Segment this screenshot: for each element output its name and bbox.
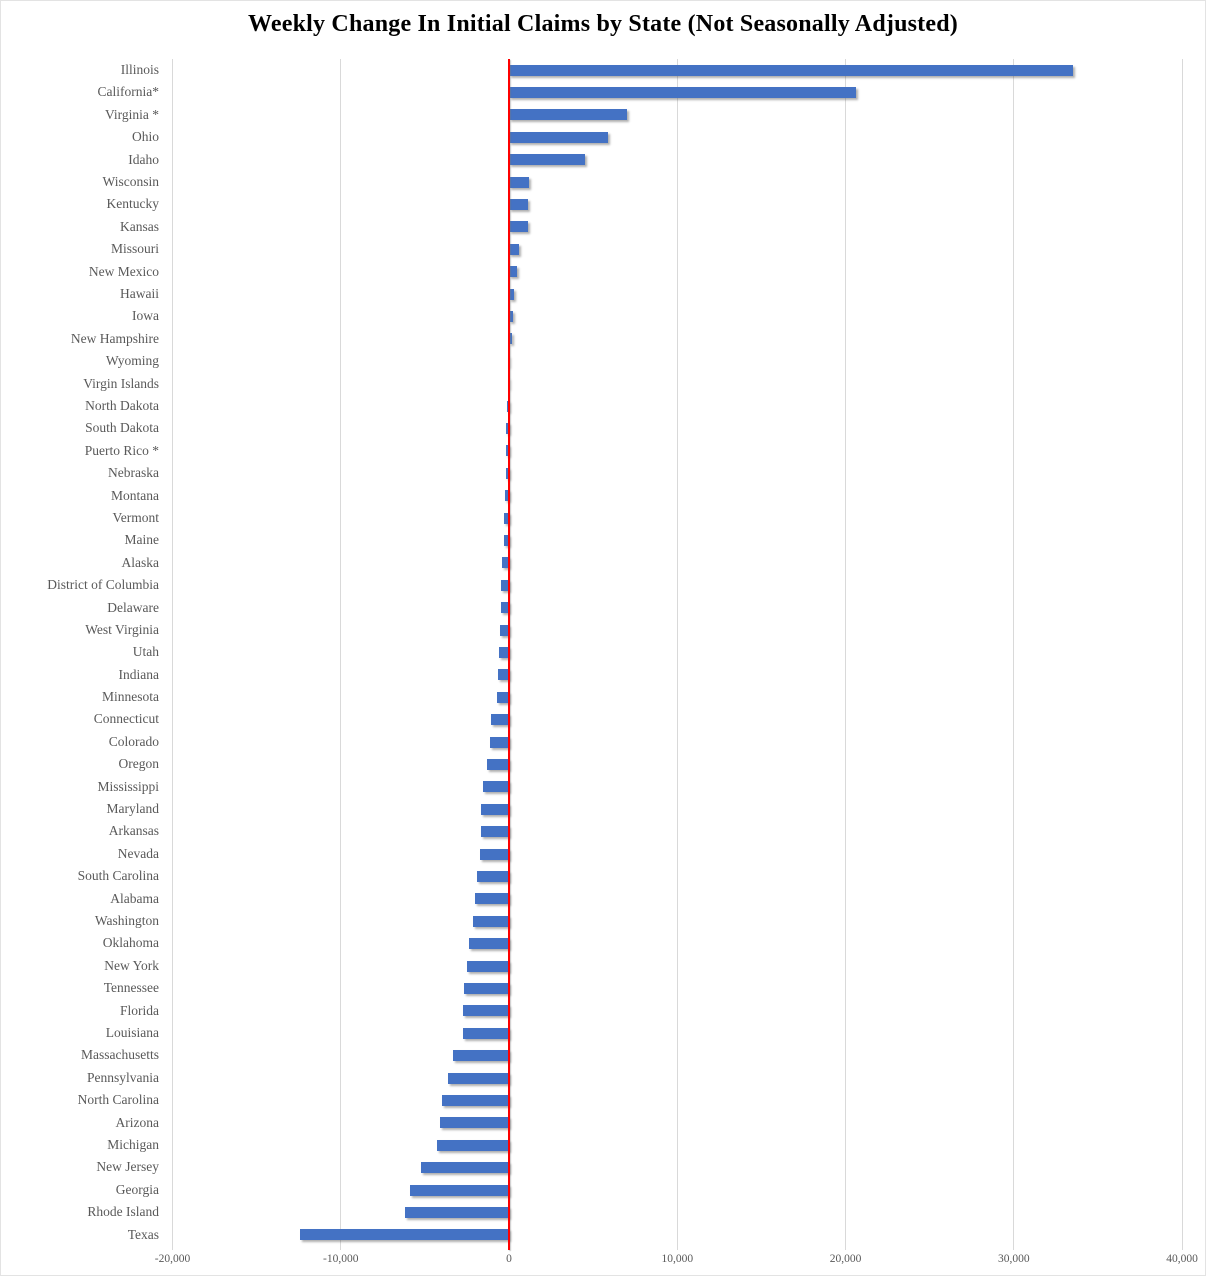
category-label-new-york: New York <box>104 957 159 973</box>
category-label-washington: Washington <box>94 913 159 929</box>
category-label-colorado: Colorado <box>108 733 159 749</box>
category-label-rhode-island: Rhode Island <box>87 1204 159 1220</box>
category-label-iowa: Iowa <box>132 308 159 324</box>
bar-kentucky <box>509 199 528 210</box>
bar-illinois <box>509 65 1073 76</box>
x-tick-label-10000: 10,000 <box>661 1253 694 1265</box>
category-label-massachusetts: Massachusetts <box>81 1047 159 1063</box>
category-label-pennsylvania: Pennsylvania <box>87 1069 159 1085</box>
category-label-minnesota: Minnesota <box>102 689 159 705</box>
bar-arizona <box>440 1117 509 1128</box>
bar-virginia <box>509 109 627 120</box>
bar-florida <box>463 1005 509 1016</box>
category-label-louisiana: Louisiana <box>105 1025 159 1041</box>
category-label-virginia: Virginia * <box>104 106 159 122</box>
category-label-north-carolina: North Carolina <box>77 1092 159 1108</box>
bar-louisiana <box>463 1028 509 1039</box>
x-tick-label-30000: 30,000 <box>997 1253 1030 1265</box>
gridline-20000 <box>845 59 846 1250</box>
gridline-10000 <box>677 59 678 1250</box>
x-tick-label--20000: -20,000 <box>154 1253 191 1265</box>
category-label-tennessee: Tennessee <box>103 980 159 996</box>
chart-title: Weekly Change In Initial Claims by State (Not Seasonally Adjusted) <box>248 11 958 37</box>
bar-massachusetts <box>453 1050 509 1061</box>
category-label-maine: Maine <box>124 532 159 548</box>
category-label-vermont: Vermont <box>112 509 159 525</box>
bar-new-jersey <box>421 1162 509 1173</box>
category-label-alabama: Alabama <box>110 890 159 906</box>
bar-mississippi <box>483 781 509 792</box>
category-label-arkansas: Arkansas <box>108 823 159 839</box>
category-label-virgin-islands: Virgin Islands <box>83 375 159 391</box>
category-label-indiana: Indiana <box>118 666 159 682</box>
bar-oklahoma <box>469 938 509 949</box>
category-label-missouri: Missouri <box>110 241 159 257</box>
bar-oregon <box>487 759 509 770</box>
category-label-new-jersey: New Jersey <box>96 1159 159 1175</box>
bar-wisconsin <box>509 177 529 188</box>
category-label-new-hampshire: New Hampshire <box>70 330 159 346</box>
gridline-40000 <box>1182 59 1183 1250</box>
category-label-ohio: Ohio <box>132 129 159 145</box>
category-label-delaware: Delaware <box>107 599 159 615</box>
category-label-arizona: Arizona <box>115 1114 159 1130</box>
bar-connecticut <box>491 714 509 725</box>
gridline--20000 <box>172 59 173 1250</box>
bar-maryland <box>481 804 509 815</box>
category-label-nevada: Nevada <box>117 845 159 861</box>
bar-ohio <box>509 132 608 143</box>
bar-texas <box>300 1229 509 1240</box>
category-label-florida: Florida <box>120 1002 159 1018</box>
category-label-kentucky: Kentucky <box>106 196 159 212</box>
x-tick-label--10000: -10,000 <box>323 1253 359 1265</box>
category-label-utah: Utah <box>132 644 159 660</box>
bar-kansas <box>509 221 528 232</box>
category-label-connecticut: Connecticut <box>93 711 159 727</box>
bar-georgia <box>410 1185 509 1196</box>
bar-washington <box>473 916 509 927</box>
zero-baseline <box>508 59 510 1250</box>
category-label-maryland: Maryland <box>106 801 159 817</box>
gridline--10000 <box>340 59 341 1250</box>
bar-pennsylvania <box>448 1073 509 1084</box>
x-tick-label-0: 0 <box>506 1253 512 1265</box>
category-label-north-dakota: North Dakota <box>85 397 159 413</box>
bar-arkansas <box>481 826 509 837</box>
bar-rhode-island <box>405 1207 509 1218</box>
category-label-california: California* <box>97 84 159 100</box>
category-label-district-of-columbia: District of Columbia <box>47 577 159 593</box>
x-tick-label-40000: 40,000 <box>1166 1253 1198 1265</box>
bar-north-carolina <box>442 1095 509 1106</box>
category-label-mississippi: Mississippi <box>97 778 159 794</box>
category-label-oklahoma: Oklahoma <box>102 935 159 951</box>
x-tick-label-20000: 20,000 <box>829 1253 862 1265</box>
bar-new-mexico <box>509 266 517 277</box>
category-label-puerto-rico: Puerto Rico * <box>84 442 159 458</box>
bar-colorado <box>490 737 509 748</box>
category-label-wyoming: Wyoming <box>105 353 159 369</box>
bar-nevada <box>480 849 509 860</box>
bar-california <box>509 87 856 98</box>
category-label-alaska: Alaska <box>121 554 159 570</box>
category-label-texas: Texas <box>127 1226 159 1242</box>
category-label-illinois: Illinois <box>120 62 159 77</box>
category-label-west-virginia: West Virginia <box>85 621 159 637</box>
category-label-hawaii: Hawaii <box>120 285 159 301</box>
category-label-georgia: Georgia <box>115 1181 159 1197</box>
bar-tennessee <box>464 983 509 994</box>
gridline-30000 <box>1013 59 1014 1250</box>
bar-idaho <box>509 154 585 165</box>
category-label-south-carolina: South Carolina <box>77 868 159 884</box>
category-label-montana: Montana <box>111 487 159 503</box>
category-label-michigan: Michigan <box>107 1137 159 1153</box>
bar-south-carolina <box>477 871 509 882</box>
category-label-south-dakota: South Dakota <box>85 420 159 436</box>
category-label-kansas: Kansas <box>120 218 159 234</box>
category-label-idaho: Idaho <box>128 151 159 167</box>
bar-michigan <box>437 1140 509 1151</box>
category-label-wisconsin: Wisconsin <box>102 173 159 189</box>
category-label-oregon: Oregon <box>118 756 159 772</box>
bar-new-york <box>467 961 509 972</box>
bar-alabama <box>475 893 509 904</box>
category-label-nebraska: Nebraska <box>108 465 159 481</box>
bar-missouri <box>509 244 519 255</box>
category-label-new-mexico: New Mexico <box>88 263 159 279</box>
